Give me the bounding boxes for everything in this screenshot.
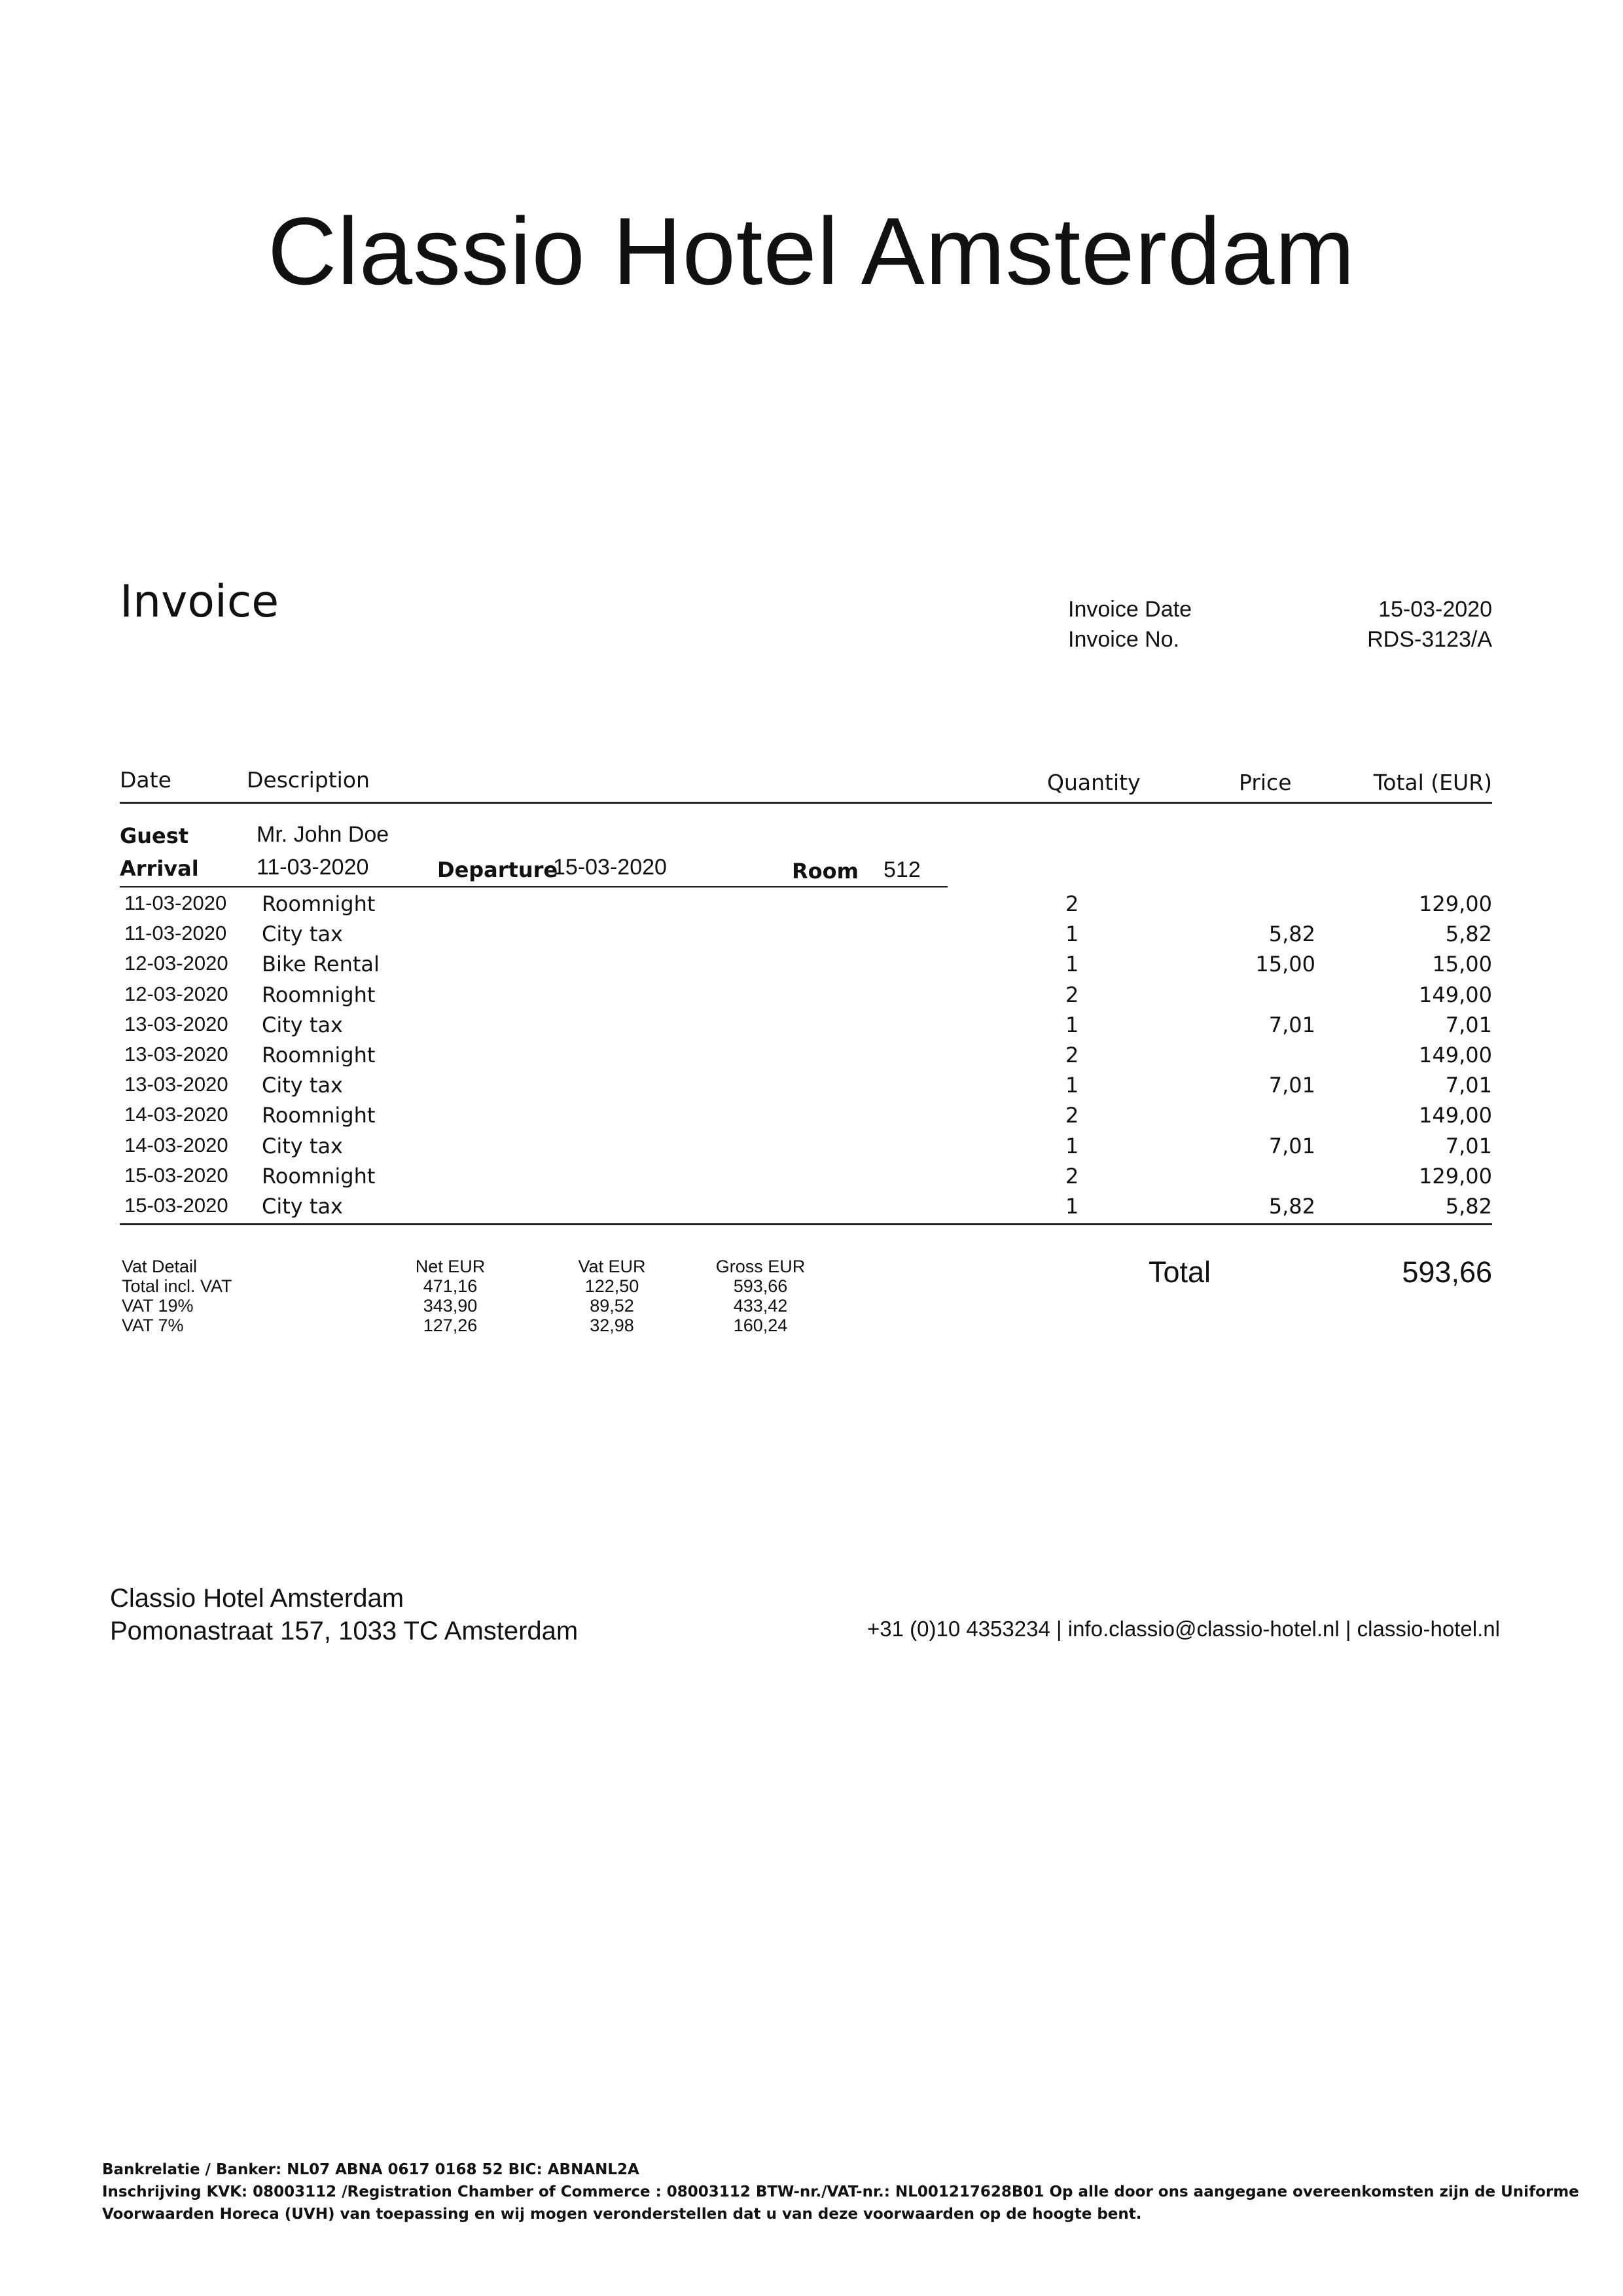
vat-label: Total incl. VAT <box>122 1276 232 1296</box>
table-row <box>0 891 1623 922</box>
table-row <box>0 1164 1623 1194</box>
vat-header-vat-gross: Gross EUR <box>715 1257 806 1276</box>
guest-name: Mr. John Doe <box>257 822 389 847</box>
hotel-name-heading: Classio Hotel Amsterdam <box>267 198 1355 304</box>
item-quantity: 1 <box>1065 952 1079 977</box>
column-header-date: Date <box>120 767 171 793</box>
item-price: 7,01 <box>1268 1012 1315 1037</box>
item-quantity: 1 <box>1065 922 1079 947</box>
table-row <box>0 1194 1623 1224</box>
item-date: 11-03-2020 <box>124 891 227 914</box>
vat-amount: 32,98 <box>590 1316 634 1335</box>
footer-contact: +31 (0)10 4353234 | info.classio@classio-hotel.nl | classio-hotel.nl <box>867 1617 1500 1641</box>
vat-label: VAT 19% <box>122 1296 194 1316</box>
item-total: 129,00 <box>1419 1163 1492 1189</box>
item-date: 15-03-2020 <box>124 1163 228 1187</box>
item-description: City tax <box>262 1194 343 1219</box>
legal-banker-line: Bankrelatie / Banker: NL07 ABNA 0617 0168 52 BIC: ABNANL2A <box>102 2161 639 2178</box>
table-row <box>0 1103 1623 1133</box>
item-date: 14-03-2020 <box>124 1133 228 1157</box>
room-number: 512 <box>883 857 921 882</box>
column-header-price: Price <box>1239 770 1292 795</box>
arrival-label: Arrival <box>120 856 199 881</box>
invoice-number-value: RDS-3123/A <box>1367 627 1492 652</box>
vat-amount: 122,50 <box>584 1276 639 1296</box>
table-row <box>0 1073 1623 1103</box>
vat-amount: 89,52 <box>590 1296 634 1316</box>
vat-gross: 433,42 <box>733 1296 788 1316</box>
item-description: Bike Rental <box>262 952 380 977</box>
vat-net: 127,26 <box>423 1316 478 1335</box>
item-total: 5,82 <box>1445 1194 1492 1219</box>
table-row <box>0 982 1623 1013</box>
room-label: Room <box>792 859 859 884</box>
footer-address: Pomonastraat 157, 1033 TC Amsterdam <box>110 1617 579 1645</box>
table-row <box>0 922 1623 952</box>
table-row <box>0 1134 1623 1164</box>
vat-header-vat-label: Vat Detail <box>122 1257 198 1276</box>
invoice-number-label: Invoice No. <box>1068 627 1180 652</box>
footer-hotel-name: Classio Hotel Amsterdam <box>110 1584 404 1613</box>
item-quantity: 1 <box>1065 1194 1079 1219</box>
item-date: 13-03-2020 <box>124 1073 228 1096</box>
item-date: 14-03-2020 <box>124 1103 228 1126</box>
item-total: 5,82 <box>1445 922 1492 947</box>
item-price: 5,82 <box>1268 922 1315 947</box>
item-description: City tax <box>262 1012 343 1037</box>
item-price: 15,00 <box>1255 952 1315 977</box>
vat-header-vat-amount: Vat EUR <box>578 1257 646 1276</box>
legal-registration-line: Inschrijving KVK: 08003112 /Registration Chamber of Commerce : 08003112 BTW-nr./VAT-nr.: NL001217628B01 Op alle door ons aangegane overeenkomsten zijn de Uniforme <box>102 2183 1579 2200</box>
item-quantity: 1 <box>1065 1073 1079 1098</box>
item-date: 13-03-2020 <box>124 1012 228 1035</box>
item-total: 149,00 <box>1419 982 1492 1007</box>
grand-total-label: Total <box>1149 1255 1211 1289</box>
table-row <box>0 952 1623 982</box>
item-quantity: 2 <box>1065 982 1079 1007</box>
column-header-quantity: Quantity <box>1047 770 1141 795</box>
item-description: Roomnight <box>262 1043 376 1067</box>
item-description: Roomnight <box>262 1103 376 1128</box>
arrival-date: 11-03-2020 <box>257 855 369 880</box>
vat-gross: 593,66 <box>733 1276 788 1296</box>
column-header-description: Description <box>247 767 370 793</box>
grand-total-value: 593,66 <box>1402 1255 1492 1289</box>
item-total: 7,01 <box>1445 1012 1492 1037</box>
table-row <box>0 1043 1623 1073</box>
items-bottom-rule <box>120 1223 1492 1225</box>
item-date: 12-03-2020 <box>124 982 228 1005</box>
item-total: 7,01 <box>1445 1133 1492 1158</box>
item-description: Roomnight <box>262 891 376 916</box>
vat-header-vat-net: Net EUR <box>415 1257 486 1276</box>
invoice-title: Invoice <box>120 576 279 628</box>
header-rule <box>120 802 1492 804</box>
vat-label: VAT 7% <box>122 1316 184 1335</box>
vat-gross: 160,24 <box>733 1316 788 1335</box>
item-total: 129,00 <box>1419 891 1492 916</box>
item-date: 12-03-2020 <box>124 952 228 975</box>
item-quantity: 2 <box>1065 891 1079 916</box>
vat-net: 343,90 <box>423 1296 478 1316</box>
item-description: City tax <box>262 922 343 947</box>
guest-label: Guest <box>120 823 189 848</box>
item-price: 7,01 <box>1268 1133 1315 1158</box>
item-quantity: 2 <box>1065 1103 1079 1128</box>
column-header-total: Total (EUR) <box>1373 770 1492 795</box>
item-price: 5,82 <box>1268 1194 1315 1219</box>
item-total: 149,00 <box>1419 1103 1492 1128</box>
item-description: Roomnight <box>262 1163 376 1189</box>
item-price: 7,01 <box>1268 1073 1315 1098</box>
departure-label: Departure <box>437 857 558 882</box>
item-quantity: 1 <box>1065 1012 1079 1037</box>
guest-info-rule <box>120 886 948 888</box>
item-total: 7,01 <box>1445 1073 1492 1098</box>
vat-net: 471,16 <box>423 1276 478 1296</box>
legal-terms-line: Voorwaarden Horeca (UVH) van toepassing en wij mogen veronderstellen dat u van deze voorwaarden op de hoogte bent. <box>102 2206 1142 2223</box>
table-row <box>0 1013 1623 1043</box>
item-description: City tax <box>262 1073 343 1098</box>
departure-date: 15-03-2020 <box>553 855 667 880</box>
item-total: 149,00 <box>1419 1043 1492 1067</box>
invoice-date-value: 15-03-2020 <box>1378 597 1492 622</box>
item-quantity: 2 <box>1065 1043 1079 1067</box>
item-description: Roomnight <box>262 982 376 1007</box>
item-total: 15,00 <box>1432 952 1492 977</box>
item-quantity: 1 <box>1065 1133 1079 1158</box>
item-date: 13-03-2020 <box>124 1043 228 1066</box>
item-date: 15-03-2020 <box>124 1194 228 1217</box>
item-description: City tax <box>262 1133 343 1158</box>
item-date: 11-03-2020 <box>124 922 227 945</box>
invoice-date-label: Invoice Date <box>1068 597 1192 622</box>
item-quantity: 2 <box>1065 1163 1079 1189</box>
